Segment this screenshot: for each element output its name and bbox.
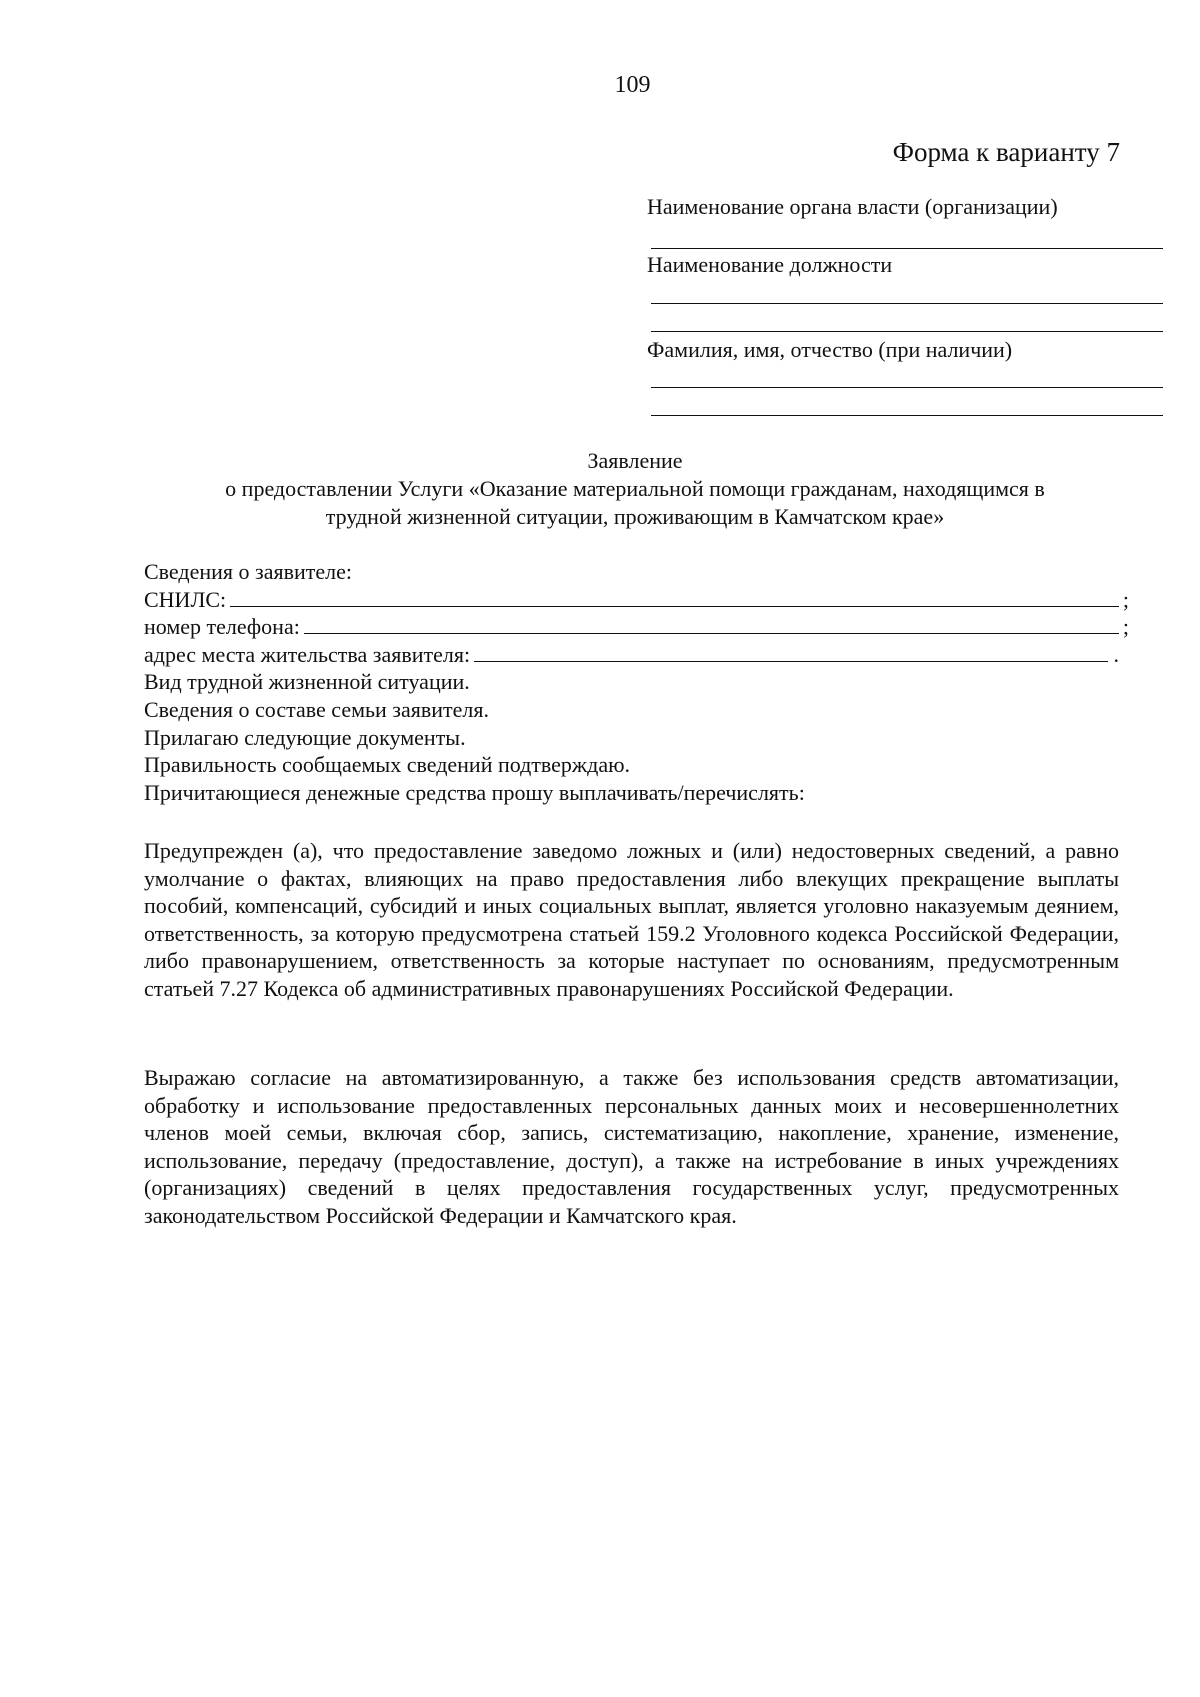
snils-field[interactable]: [230, 586, 1119, 607]
title-line-2: о предоставлении Услуги «Оказание материальной помощи гражданам, находящимся в: [225, 476, 1045, 501]
confirm-line: Правильность сообщаемых сведений подтверждаю.: [144, 752, 631, 778]
applicant-info: [144, 558, 1129, 806]
page-number: 109: [614, 72, 651, 98]
consent-paragraph: Выражаю согласие на автоматизированную, а также без использования средств автоматизации, обработку и использование предоставленных персональных данных моих и несовершеннолетних членов моей семьи, включая сбор, запись, систематизацию, накопление, хранение, изменение, использование, передачу (предоставление, доступ), а также на истребование в иных учреждениях (организациях) сведений в целях предоставления государственных услуг, предусмотренных законодательством Российской Федерации и Камчатского края.: [144, 1065, 1119, 1228]
phone-label: номер телефона:: [144, 614, 300, 640]
position-label: Наименование должности: [647, 252, 893, 277]
fio-line-1: [651, 387, 1163, 388]
warning-paragraph: Предупрежден (а), что предоставление заведомо ложных и (или) недостоверных сведений, а равно умолчание о фактах, влияющих на право предоставления либо влекущих прекращение выплаты пособий, компенсаций, субсидий и иных социальных выплат, является уголовно наказуемым деянием, ответственность, за которую предусмотрена статьей 159.2 Уголовного кодекса Российской Федерации, либо правонарушением, ответственность за которые наступает по основаниям, предусмотренным статьей 7.27 Кодекса об административных правонарушениях Российской Федерации.: [144, 838, 1119, 1001]
fio-label: Фамилия, имя, отчество (при наличии): [647, 337, 1013, 362]
title-line-3: трудной жизненной ситуации, проживающим в Камчатском крае»: [325, 504, 945, 529]
situation-line: Вид трудной жизненной ситуации.: [144, 669, 470, 695]
authority-label: Наименование органа власти (организации): [647, 194, 1058, 219]
phone-field[interactable]: [304, 613, 1119, 634]
payment-line: Причитающиеся денежные средства прошу выплачивать/перечислять:: [144, 779, 805, 805]
position-line-1: [651, 303, 1163, 304]
application-title: [130, 447, 1140, 531]
form-variant-label: Форма к варианту 7: [892, 137, 1120, 167]
phone-end: ;: [1122, 614, 1129, 640]
snils-end: ;: [1122, 586, 1129, 612]
snils-label: СНИЛС:: [144, 586, 227, 612]
title-line-1: Заявление: [587, 448, 683, 473]
address-field[interactable]: [474, 641, 1107, 662]
family-line: Сведения о составе семьи заявителя.: [144, 696, 490, 722]
authority-line: [651, 248, 1163, 249]
documents-line: Прилагаю следующие документы.: [144, 724, 466, 750]
position-line-2: [651, 331, 1163, 332]
address-label: адрес места жительства заявителя:: [144, 641, 471, 667]
fio-line-2: [651, 415, 1163, 416]
applicant-heading: Сведения о заявителе:: [144, 559, 353, 584]
address-end: .: [1113, 641, 1119, 667]
